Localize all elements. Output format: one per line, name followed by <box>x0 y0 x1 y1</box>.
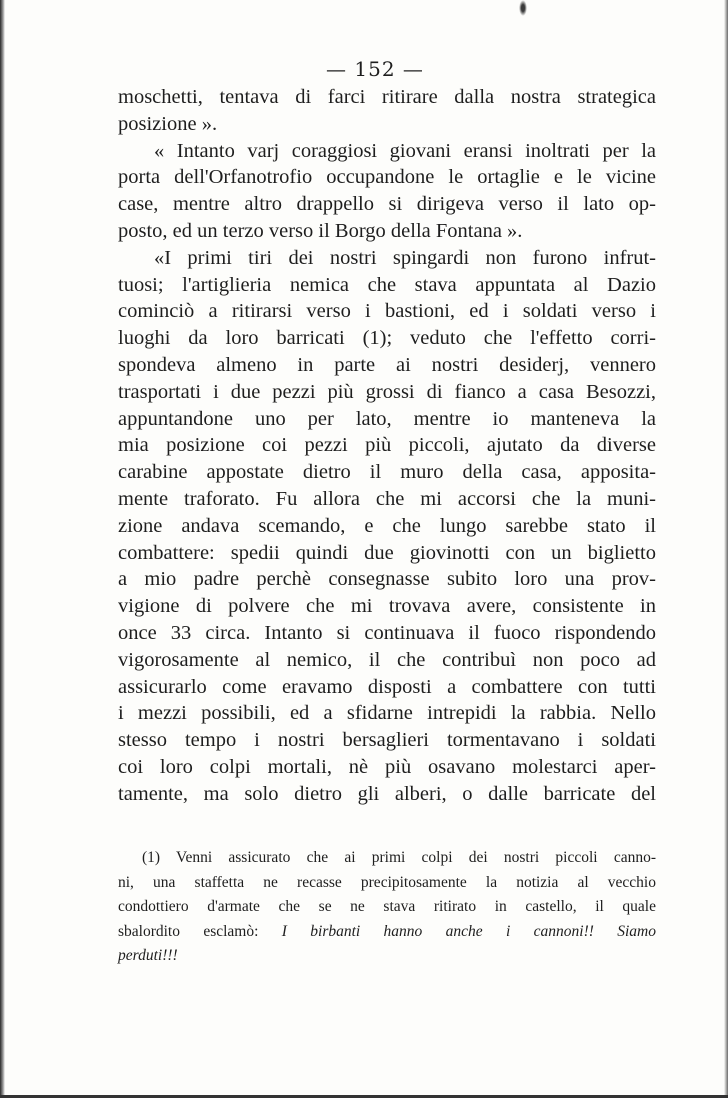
page-left-shadow <box>0 0 5 1098</box>
footnote-line: ni, una staffetta ne recasse precipitosamente la notizia al vecchio <box>118 873 656 891</box>
text-line: a mio padre perchè consegnasse subito loro una prov- <box>118 568 656 591</box>
footnote-line: condottiero d'armate che se ne stava ritirato in castello, il quale <box>118 898 656 915</box>
text-line: coi loro colpi mortali, nè più osavano molestarci aper- <box>118 755 656 778</box>
text-line: mia posizione coi pezzi più piccoli, ajutato da diverse <box>118 434 656 457</box>
text-line: vigorosamente al nemico, il che contribuì non poco ad <box>118 648 656 671</box>
text-line: combattere: spedii quindi due giovinotti con un biglietto <box>118 541 656 564</box>
text-line: porta dell'Orfanotrofio occupandone le ortaglie e le vicine <box>118 166 656 189</box>
text-line: tamente, ma solo dietro gli alberi, o dalle barricate del <box>118 782 656 805</box>
text-line: once 33 circa. Intanto si continuava il fuoco rispondendo <box>118 621 656 644</box>
text-line: spondeva almeno in parte ai nostri desiderj, vennero <box>118 353 656 376</box>
text-line: posizione ». <box>118 112 218 135</box>
text-line: cominciò a ritirarsi verso i bastioni, ed i soldati verso i <box>118 300 656 323</box>
text-line: i mezzi possibili, ed a sfidarne intrepidi la rabbia. Nello <box>118 702 656 725</box>
text-line: vigione di polvere che mi trovava avere, consistente in <box>118 595 656 618</box>
footnote-quote: I birbanti hanno anche i cannoni!! Siamo <box>281 922 656 940</box>
text-line: zione andava scemando, e che lungo sarebbe stato il <box>118 514 656 537</box>
footnote-line: (1) Venni assicurato che ai primi colpi dei nostri piccoli canno- <box>142 849 656 866</box>
text-line: stesso tempo i nostri bersaglieri tormentavano i soldati <box>118 729 656 752</box>
ink-spot <box>519 0 527 16</box>
text-line: assicurarlo come eravamo disposti a combattere con tutti <box>118 675 656 698</box>
text-line: case, mentre altro drappello si dirigeva verso il lato op- <box>118 193 656 216</box>
text-line: carabine appostate dietro il muro della casa, apposita- <box>118 461 656 484</box>
text-line: posto, ed un terzo verso il Borgo della Fontana ». <box>118 219 523 242</box>
text-line: appuntandone uno per lato, mentre io manteneva la <box>118 407 656 430</box>
text-line: mente traforato. Fu allora che mi accorsi che la muni- <box>118 487 656 510</box>
text-line: tuosi; l'artiglieria nemica che stava appuntata al Dazio <box>118 273 656 296</box>
page-right-shadow <box>724 0 728 1098</box>
page-number-header: — 152 — <box>326 57 424 81</box>
text-line: luoghi da loro barricati (1); veduto che l'effetto corri- <box>118 327 656 350</box>
main-text <box>118 84 656 808</box>
text-line: moschetti, tentava di farci ritirare dalla nostra strategica <box>118 86 656 108</box>
text-line: « Intanto varj coraggiosi giovani eransi inoltrati per la <box>154 139 656 162</box>
text-line: trasportati i due pezzi più grossi di fianco a casa Besozzi, <box>118 380 656 403</box>
footnote-quote-end: perduti!!! <box>118 947 178 964</box>
text-line: «I primi tiri dei nostri spingardi non furono infrut- <box>154 246 656 269</box>
footnote-line <box>118 920 656 945</box>
footnote <box>118 846 656 969</box>
footnote-text: sbalordito esclamò: <box>118 922 282 940</box>
